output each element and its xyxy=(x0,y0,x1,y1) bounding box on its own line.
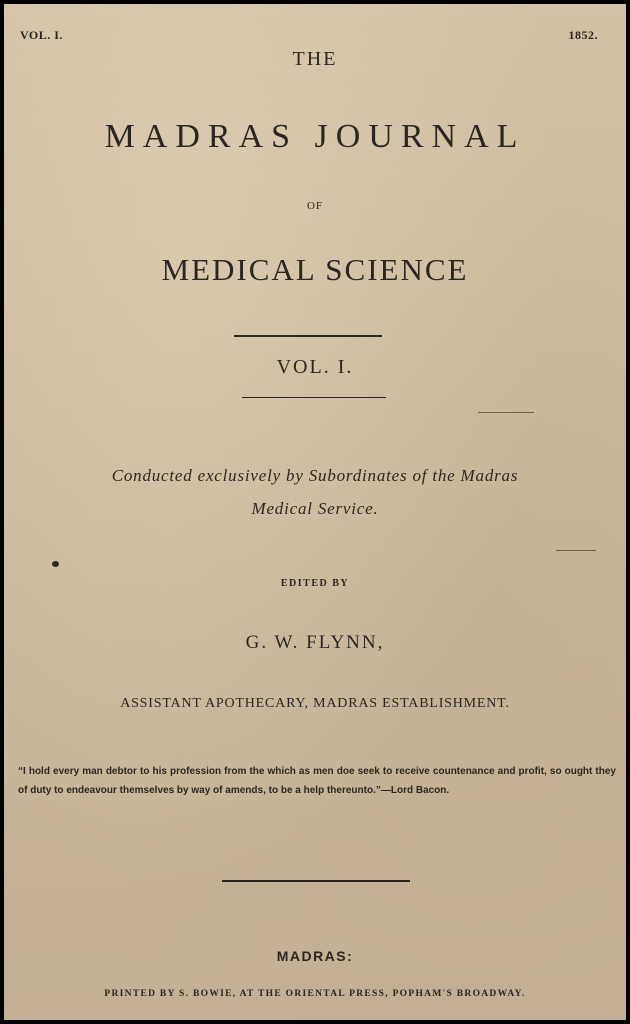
editor-title: ASSISTANT APOTHECARY, MADRAS ESTABLISHMENT. xyxy=(120,696,510,711)
edited-by-label: EDITED BY xyxy=(280,578,350,589)
title-main: MADRAS JOURNAL xyxy=(104,118,526,155)
title-subject: MEDICAL SCIENCE xyxy=(161,252,469,287)
conducted-line-1: Conducted exclusively by Subordinates of the Madras xyxy=(111,466,519,485)
imprint-printer: PRINTED BY S. BOWIE, AT THE ORIENTAL PRESS, POPHAM'S BROADWAY. xyxy=(104,989,526,999)
divider-imprint xyxy=(222,880,410,882)
divider-margin-mark xyxy=(478,412,534,413)
title-of: OF xyxy=(306,200,324,212)
year-corner-label: 1852. xyxy=(568,28,598,42)
title-page xyxy=(4,4,626,1020)
divider-upper xyxy=(234,335,382,337)
editor-name: G. W. FLYNN, xyxy=(245,632,385,653)
volume-label: VOL. I. xyxy=(276,356,354,378)
imprint-place: MADRAS: xyxy=(276,948,354,964)
conducted-line-2: Medical Service. xyxy=(251,499,379,518)
title-the: THE xyxy=(292,48,338,70)
divider-lower xyxy=(242,397,386,398)
volume-corner-label: VOL. I. xyxy=(20,28,63,42)
ink-spot xyxy=(52,561,59,567)
epigraph: “I hold every man debtor to his profession from the which as men doe seek to receive countenance and profit, so ought they of duty to endeavour themselves by way of amends, to be a help thereunto.”—Lord Bacon. xyxy=(18,766,616,796)
margin-mark xyxy=(556,550,596,551)
